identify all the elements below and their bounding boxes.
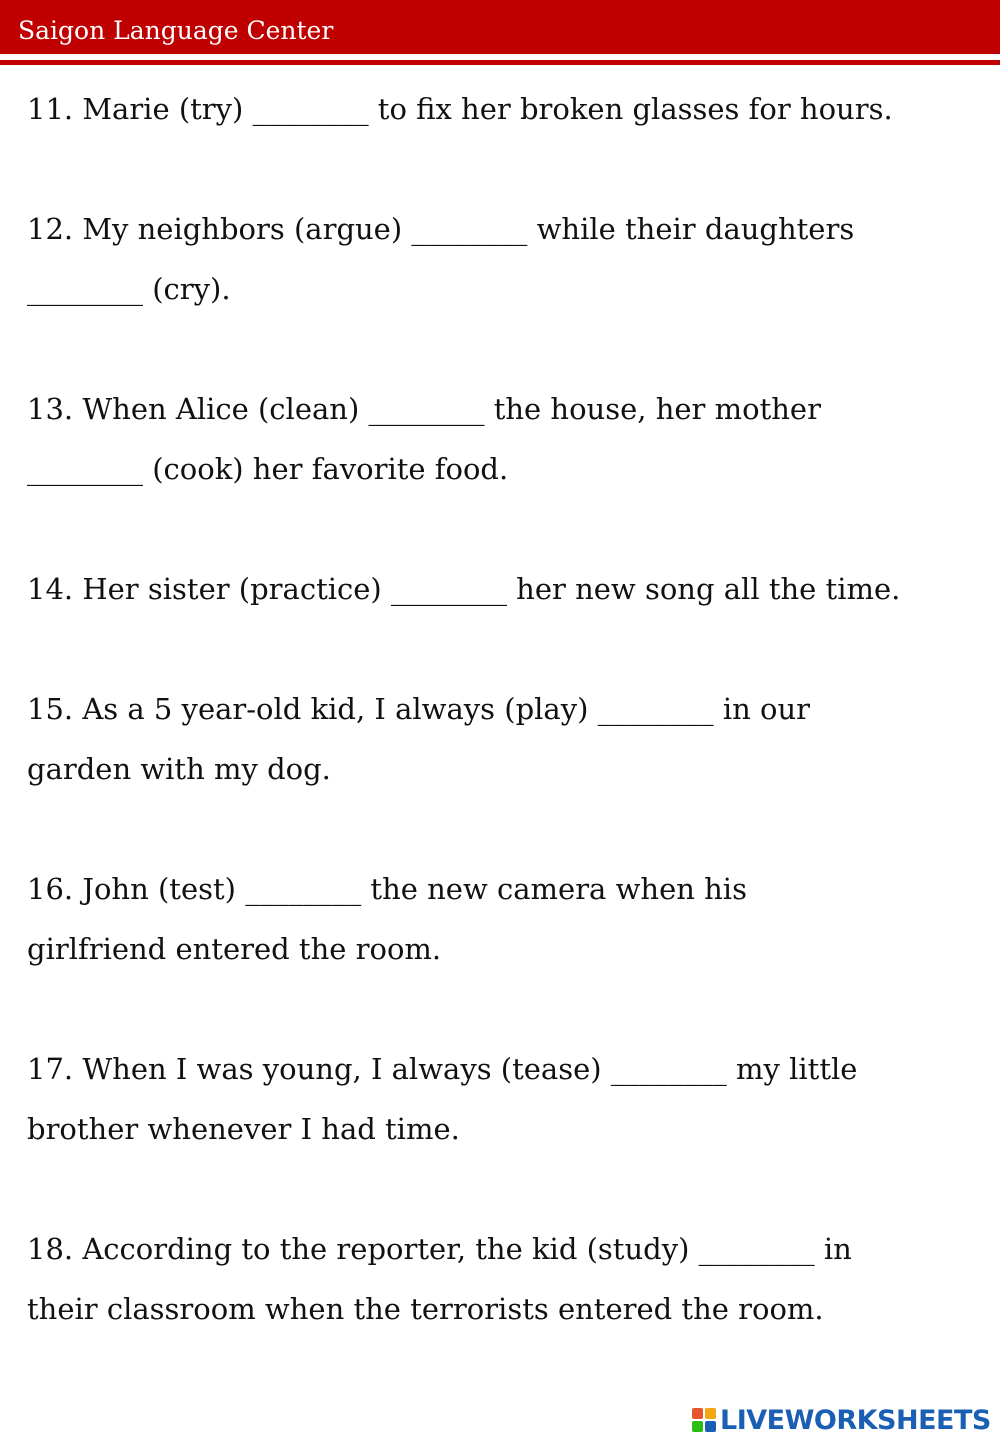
exercise-13-line-2: ________ (cook) her favorite food. [27, 452, 509, 486]
header-bar [0, 0, 1000, 54]
logo-text: LIVEWORKSHEETS [720, 1404, 991, 1436]
header-divider [0, 60, 1000, 65]
exercise-16-line-1: 16. John (test) ________ the new camera when his [27, 872, 747, 906]
exercise-17-line-1: 17. When I was young, I always (tease) ________ my little [27, 1052, 858, 1086]
exercise-12-line-2: ________ (cry). [27, 272, 231, 306]
exercise-18-line-1: 18. According to the reporter, the kid (study) ________ in [27, 1232, 852, 1266]
exercise-11-line-1: 11. Marie (try) ________ to fix her broken glasses for hours. [27, 92, 893, 126]
exercise-15-line-1: 15. As a 5 year-old kid, I always (play) ________ in our [27, 692, 810, 726]
exercise-14-line-1: 14. Her sister (practice) ________ her new song all the time. [27, 572, 901, 606]
exercise-16-line-2: girlfriend entered the room. [27, 932, 442, 966]
exercise-17-line-2: brother whenever I had time. [27, 1112, 460, 1146]
exercise-12-line-1: 12. My neighbors (argue) ________ while their daughters [27, 212, 855, 246]
header-title: Saigon Language Center [18, 16, 334, 45]
liveworksheets-logo-icon [692, 1408, 716, 1432]
exercise-13-line-1: 13. When Alice (clean) ________ the house, her mother [27, 392, 821, 426]
exercise-18-line-2: their classroom when the terrorists entered the room. [27, 1292, 824, 1326]
exercise-15-line-2: garden with my dog. [27, 752, 331, 786]
liveworksheets-logo [692, 1404, 991, 1436]
